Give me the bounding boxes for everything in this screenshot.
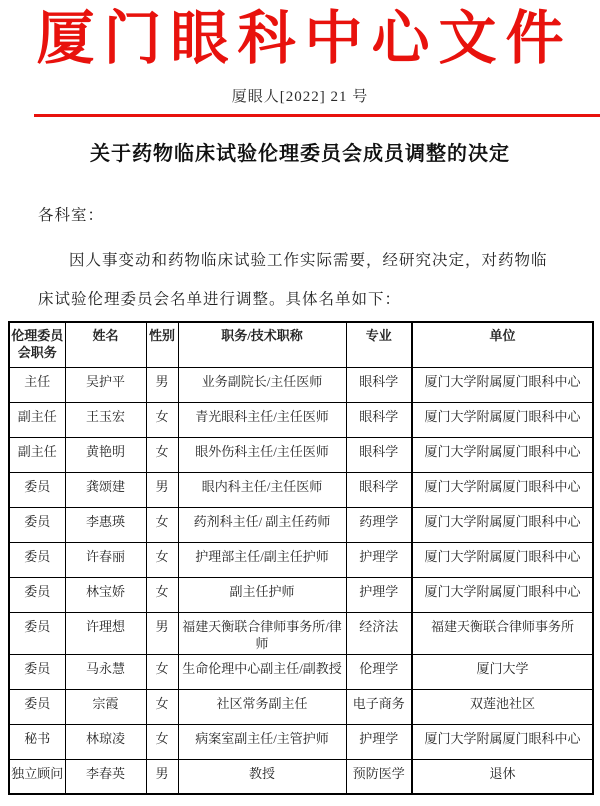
cell-committee-position: 副主任 <box>9 402 65 437</box>
salutation: 各科室： <box>38 207 105 224</box>
cell-gender: 男 <box>146 472 178 507</box>
cell-organization: 厦门大学附属厦门眼科中心 <box>412 577 593 612</box>
cell-gender: 男 <box>146 612 178 654</box>
cell-committee-position: 秘书 <box>9 724 65 759</box>
cell-organization: 厦门大学附属厦门眼科中心 <box>412 402 593 437</box>
table-row <box>9 437 593 472</box>
document-title: 关于药物临床试验伦理委员会成员调整的决定 <box>90 143 510 165</box>
cell-name: 林宝娇 <box>65 577 146 612</box>
cell-organization: 福建天衡联合律师事务所 <box>412 612 593 654</box>
cell-title: 眼内科主任/主任医师 <box>178 472 346 507</box>
cell-gender: 女 <box>146 542 178 577</box>
cell-committee-position: 独立顾问 <box>9 759 65 794</box>
document-number: 厦眼人[2022] 21 号 <box>231 89 369 105</box>
column-header-title: 职务/技术职称 <box>178 322 346 367</box>
cell-name: 龚颂建 <box>65 472 146 507</box>
cell-specialty: 眼科学 <box>346 367 412 402</box>
cell-specialty: 眼科学 <box>346 437 412 472</box>
cell-gender: 男 <box>146 759 178 794</box>
cell-name: 王玉宏 <box>65 402 146 437</box>
cell-gender: 女 <box>146 437 178 472</box>
body-paragraph <box>38 241 566 319</box>
cell-organization: 厦门大学附属厦门眼科中心 <box>412 367 593 402</box>
table-row <box>9 759 593 794</box>
cell-committee-position: 委员 <box>9 472 65 507</box>
cell-organization: 厦门大学附属厦门眼科中心 <box>412 507 593 542</box>
table-row <box>9 689 593 724</box>
cell-title: 社区常务副主任 <box>178 689 346 724</box>
cell-committee-position: 委员 <box>9 542 65 577</box>
cell-name: 李惠瑛 <box>65 507 146 542</box>
cell-specialty: 护理学 <box>346 577 412 612</box>
cell-gender: 女 <box>146 724 178 759</box>
cell-title: 病案室副主任/主管护师 <box>178 724 346 759</box>
table-row <box>9 724 593 759</box>
cell-name: 李春英 <box>65 759 146 794</box>
cell-committee-position: 委员 <box>9 654 65 689</box>
column-header-organization: 单位 <box>412 322 593 367</box>
column-header-name: 姓名 <box>65 322 146 367</box>
cell-name: 马永慧 <box>65 654 146 689</box>
table-row <box>9 577 593 612</box>
cell-specialty: 药理学 <box>346 507 412 542</box>
cell-name: 林琼凌 <box>65 724 146 759</box>
table-row <box>9 654 593 689</box>
cell-gender: 女 <box>146 577 178 612</box>
red-divider <box>34 114 600 117</box>
cell-organization: 厦门大学附属厦门眼科中心 <box>412 542 593 577</box>
cell-committee-position: 委员 <box>9 689 65 724</box>
cell-title: 生命伦理中心副主任/副教授 <box>178 654 346 689</box>
cell-name: 宗霞 <box>65 689 146 724</box>
cell-committee-position: 委员 <box>9 577 65 612</box>
cell-specialty: 护理学 <box>346 542 412 577</box>
cell-title: 青光眼科主任/主任医师 <box>178 402 346 437</box>
cell-committee-position: 主任 <box>9 367 65 402</box>
cell-organization: 双莲池社区 <box>412 689 593 724</box>
body-paragraph-line2: 床试验伦理委员会名单进行调整。具体名单如下： <box>38 291 402 308</box>
cell-gender: 女 <box>146 654 178 689</box>
cell-specialty: 伦理学 <box>346 654 412 689</box>
table-row <box>9 507 593 542</box>
cell-organization: 退休 <box>412 759 593 794</box>
cell-organization: 厦门大学附属厦门眼科中心 <box>412 437 593 472</box>
table-row <box>9 367 593 402</box>
cell-gender: 女 <box>146 402 178 437</box>
cell-organization: 厦门大学 <box>412 654 593 689</box>
column-header-specialty: 专业 <box>346 322 412 367</box>
table-row <box>9 402 593 437</box>
cell-title: 教授 <box>178 759 346 794</box>
column-header-committee-position: 伦理委员会职务 <box>9 322 65 367</box>
cell-specialty: 眼科学 <box>346 472 412 507</box>
cell-organization: 厦门大学附属厦门眼科中心 <box>412 724 593 759</box>
cell-title: 福建天衡联合律师事务所/律师 <box>178 612 346 654</box>
cell-gender: 女 <box>146 507 178 542</box>
table-row <box>9 612 593 654</box>
org-title: 厦门眼科中心文件 <box>36 6 573 71</box>
cell-name: 黄艳明 <box>65 437 146 472</box>
cell-title: 护理部主任/副主任护师 <box>178 542 346 577</box>
cell-organization: 厦门大学附属厦门眼科中心 <box>412 472 593 507</box>
cell-title: 眼外伤科主任/主任医师 <box>178 437 346 472</box>
cell-name: 许理想 <box>65 612 146 654</box>
cell-title: 副主任护师 <box>178 577 346 612</box>
cell-committee-position: 委员 <box>9 612 65 654</box>
body-paragraph-line1: 因人事变动和药物临床试验工作实际需要，经研究决定，对药物临 <box>69 252 548 269</box>
cell-specialty: 护理学 <box>346 724 412 759</box>
table-row <box>9 542 593 577</box>
cell-committee-position: 副主任 <box>9 437 65 472</box>
cell-gender: 女 <box>146 689 178 724</box>
table-row <box>9 472 593 507</box>
members-table <box>8 321 594 795</box>
table-header-row <box>9 322 593 367</box>
column-header-gender: 性别 <box>146 322 178 367</box>
cell-title: 业务副院长/主任医师 <box>178 367 346 402</box>
cell-specialty: 眼科学 <box>346 402 412 437</box>
cell-specialty: 电子商务 <box>346 689 412 724</box>
cell-title: 药剂科主任/ 副主任药师 <box>178 507 346 542</box>
cell-name: 许春丽 <box>65 542 146 577</box>
cell-name: 吴护平 <box>65 367 146 402</box>
cell-specialty: 预防医学 <box>346 759 412 794</box>
cell-specialty: 经济法 <box>346 612 412 654</box>
cell-gender: 男 <box>146 367 178 402</box>
cell-committee-position: 委员 <box>9 507 65 542</box>
